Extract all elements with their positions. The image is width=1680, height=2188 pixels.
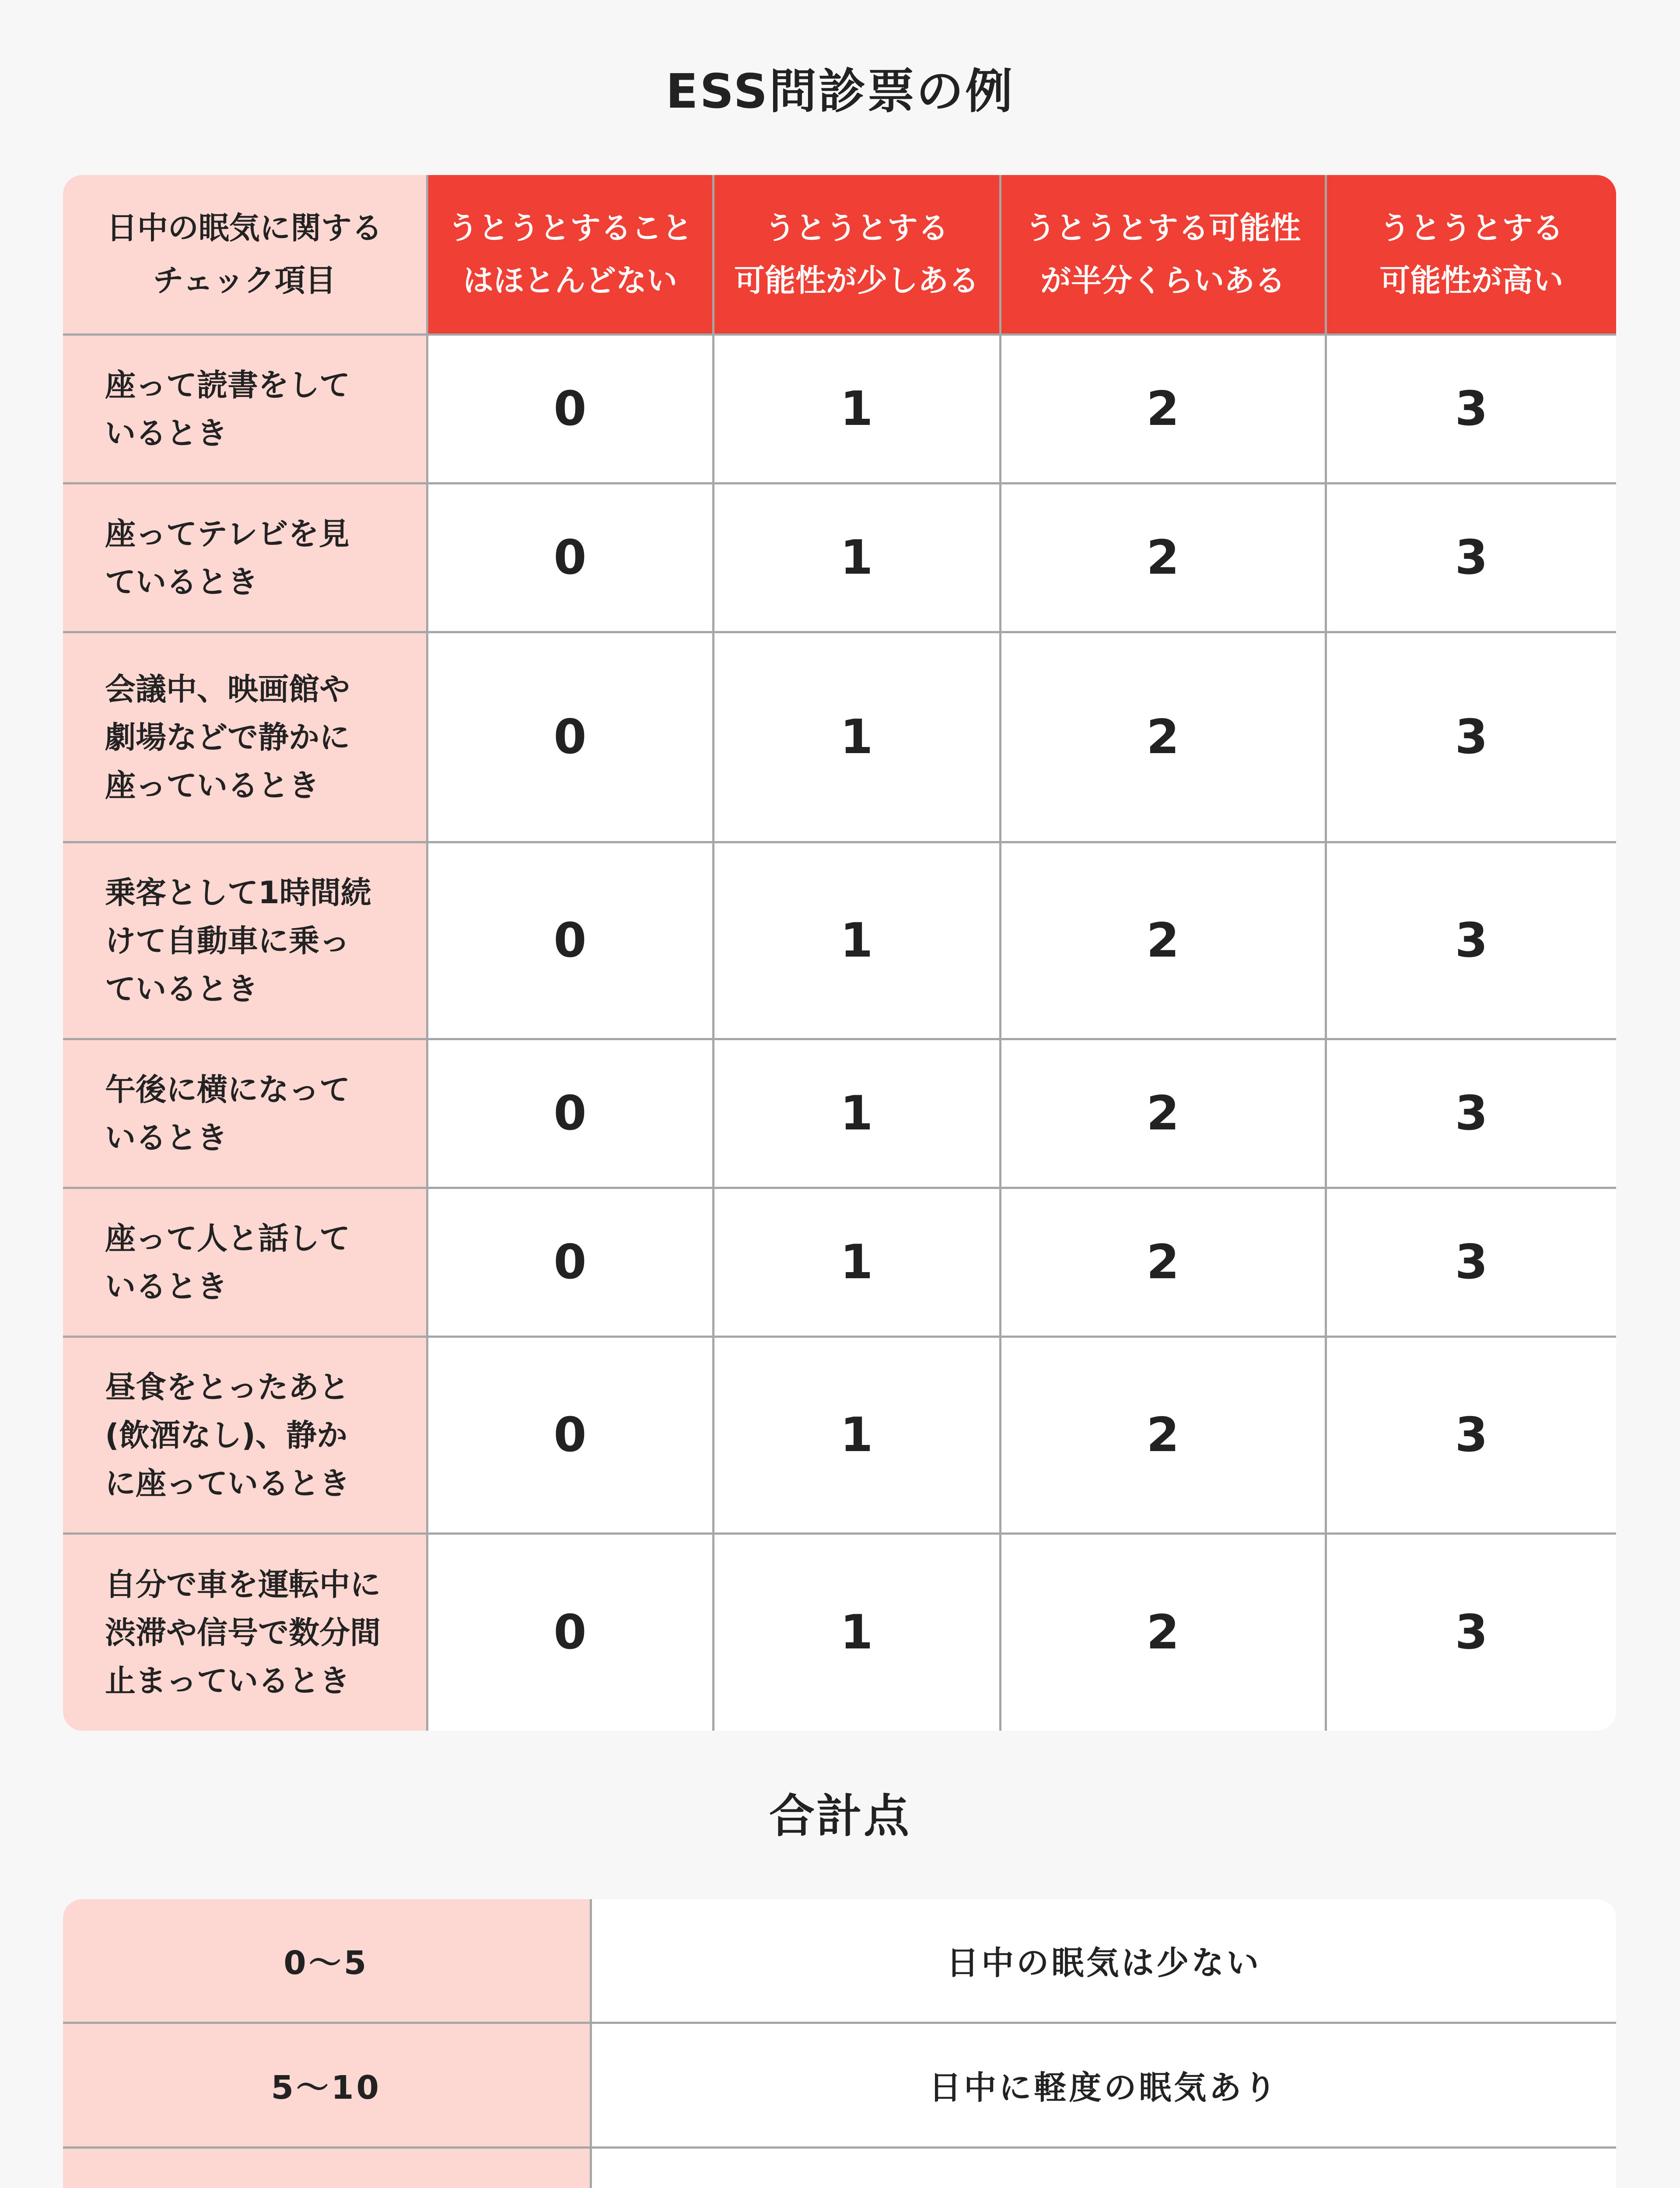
label-line: 座って人と話して [105,1220,350,1256]
score-cell: 3 [1326,1039,1616,1188]
score-cell: 0 [427,1337,713,1534]
table-row [63,1039,1616,1188]
score-meaning: 日中に軽度の眠気あり [591,2023,1616,2148]
score-cell: 3 [1326,1337,1616,1534]
header-line: が半分くらいある [1040,263,1285,298]
score-meaning: 日中の眠気は少ない [591,1899,1616,2023]
score-meaning [591,2148,1616,2188]
row-label [63,335,427,484]
table-row [63,1534,1616,1731]
score-cell: 3 [1326,1188,1616,1337]
score-cell: 0 [427,1188,713,1337]
row-label [63,484,427,632]
header-line: 可能性が高い [1379,263,1564,298]
row-label [63,1188,427,1337]
header-line: うとうとする [765,210,948,246]
label-line: 座って読書をして [105,367,350,403]
score-cell: 0 [427,842,713,1039]
score-row [63,2023,1616,2148]
ess-questionnaire-table [63,175,1616,1731]
item-column-header [63,175,427,335]
label-line: 自分で車を運転中に [105,1566,381,1602]
label-line: 止まっているとき [105,1662,350,1699]
score-cell: 2 [1000,1188,1326,1337]
header-row [63,175,1616,335]
label-line: 劇場などで静かに [105,719,350,755]
score-row [63,2148,1616,2188]
label-line: 昼食をとったあと [105,1369,350,1405]
score-cell: 1 [713,632,1000,842]
label-line: (飲酒なし)、静か [105,1417,347,1453]
score-cell: 2 [1000,632,1326,842]
header-line: うとうとする [1379,210,1564,246]
score-range [63,2148,591,2188]
label-line: 乗客として1時間続 [105,874,371,911]
label-line: 座ってテレビを見 [105,515,350,552]
header-line: うとうとする可能性 [1025,210,1301,246]
row-label [63,1337,427,1534]
score-cell: 1 [713,842,1000,1039]
score-row [63,1899,1616,2023]
level-header-2 [1000,175,1326,335]
score-cell: 1 [713,1534,1000,1731]
score-cell: 2 [1000,1039,1326,1188]
row-label [63,842,427,1039]
label-line: いるとき [105,415,228,451]
label-line: ているとき [105,971,258,1007]
label-line: に座っているとき [105,1465,350,1501]
score-cell: 3 [1326,335,1616,484]
score-cell: 2 [1000,335,1326,484]
score-cell: 3 [1326,632,1616,842]
label-line: 午後に横になって [105,1071,350,1108]
header-line: はほとんどない [463,263,677,298]
total-score-table [63,1899,1616,2188]
page-title: ESS問診票の例 [665,64,1015,119]
table-row [63,842,1616,1039]
score-cell: 1 [713,335,1000,484]
table-row [63,632,1616,842]
label-line: 会議中、映画館や [105,671,350,707]
table-row [63,335,1616,484]
score-cell: 0 [427,632,713,842]
header-line: うとうとすること [448,210,693,246]
score-cell: 1 [713,484,1000,632]
label-line: いるとき [105,1119,228,1156]
table-row [63,1188,1616,1337]
level-header-1 [713,175,1000,335]
score-cell: 0 [427,1534,713,1731]
score-cell: 2 [1000,842,1326,1039]
score-cell: 0 [427,1039,713,1188]
label-line: ているとき [105,564,258,600]
header-line: 可能性が少しある [734,263,979,298]
score-cell: 1 [713,1188,1000,1337]
score-range: 5〜10 [63,2023,591,2148]
table-row [63,484,1616,632]
score-cell: 0 [427,484,713,632]
score-cell: 1 [713,1337,1000,1534]
score-cell: 0 [427,335,713,484]
score-cell: 1 [713,1039,1000,1188]
score-cell: 3 [1326,842,1616,1039]
score-cell: 3 [1326,484,1616,632]
row-label [63,632,427,842]
score-range: 0〜5 [63,1899,591,2023]
label-line: いるとき [105,1268,228,1304]
header-line: チェック項目 [153,263,336,298]
score-cell: 2 [1000,1337,1326,1534]
row-label [63,1534,427,1731]
label-line: 座っているとき [105,767,319,803]
level-header-3 [1326,175,1616,335]
table-row [63,1337,1616,1534]
score-cell: 2 [1000,1534,1326,1731]
header-line: 日中の眠気に関する [106,210,382,246]
level-header-0 [427,175,713,335]
label-line: けて自動車に乗っ [105,922,350,959]
score-cell: 3 [1326,1534,1616,1731]
row-label [63,1039,427,1188]
score-cell: 2 [1000,484,1326,632]
total-score-title: 合計点 [769,1789,911,1843]
label-line: 渋滞や信号で数分間 [105,1614,381,1651]
